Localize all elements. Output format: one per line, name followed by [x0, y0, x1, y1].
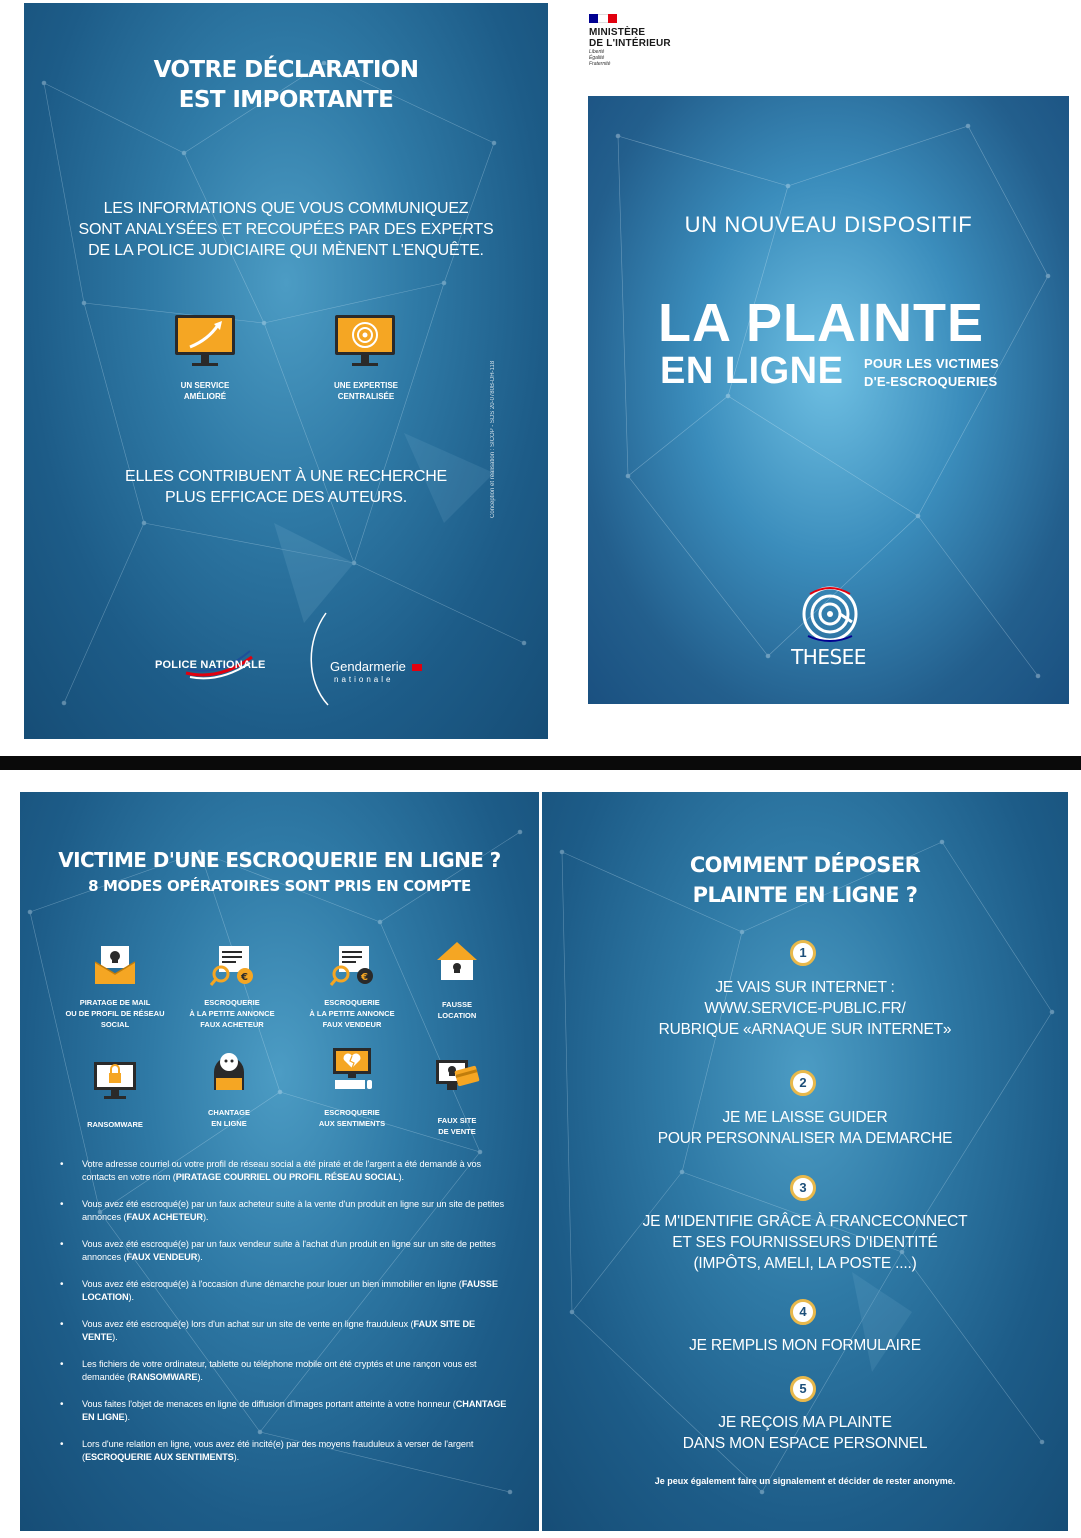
- mode-online-blackmail: CHANTAGE EN LIGNE: [169, 1046, 289, 1129]
- gendarmerie-flag-icon: [412, 664, 422, 671]
- french-flag-icon: [589, 14, 617, 23]
- mode-fake-rental: FAUSSE LOCATION: [397, 938, 517, 1021]
- list-item: • Les fichiers de votre ordinateur, tablette ou téléphone mobile ont été cryptés et une rançon vous est demandée (RANSOMWARE).: [60, 1358, 510, 1384]
- step-number-badge: 5: [790, 1376, 816, 1402]
- list-item: • Vous avez été escroqué(e) par un faux vendeur suite à l'achat d'un produit en ligne sur un site de petites annonces (FAUX VENDEUR).: [60, 1238, 510, 1264]
- modes-panel: [20, 792, 539, 1531]
- step-1-text: JE VAIS SUR INTERNET : WWW.SERVICE-PUBLIC.FR/ RUBRIQUE «ARNAQUE SUR INTERNET»: [658, 979, 952, 1038]
- cover-title-line2: EN LIGNE: [660, 350, 844, 392]
- gendarmerie-subtitle: nationale: [334, 675, 394, 684]
- mode-fake-shop: FAUX SITE DE VENTE: [397, 1054, 517, 1137]
- list-item: • Lors d'une relation en ligne, vous avez été incité(e) par des moyens frauduleux à verser de l'argent (ESCROQUERIE AUX SENTIMENTS).: [60, 1438, 510, 1464]
- mode-fake-seller: € ESCROQUERIE À LA PETITE ANNONCE FAUX VENDEUR: [292, 942, 412, 1030]
- list-item: • Vous faites l'objet de menaces en ligne de diffusion d'images portant atteinte à votre honneur (CHANTAGE EN LIGNE).: [60, 1398, 510, 1424]
- fake-rental-house-icon: [434, 938, 480, 984]
- cover-subtitle: UN NOUVEAU DISPOSITIF: [684, 212, 973, 237]
- mode-ransomware: RANSOMWARE: [55, 1058, 175, 1130]
- romance-scam-heart-icon: [329, 1046, 375, 1092]
- list-item: • Votre adresse courriel ou votre profil de réseau social a été piraté et de l'argent a été demandé à vos contacts en votre nom (PIRATAGE COURRIEL OU PROFIL RÉSEAU SOCIAL).: [60, 1158, 510, 1184]
- modes-description-list: [60, 1158, 510, 1478]
- online-blackmail-hacker-icon: [206, 1046, 252, 1092]
- list-item: • Vous avez été escroqué(e) par un faux acheteur suite à la vente d'un produit en ligne sur un site de petites annonces (FAUX ACHETEUR).: [60, 1198, 510, 1224]
- feature-improved-service: UN SERVICE AMÉLIORÉ: [180, 381, 230, 401]
- centralized-expertise-target-icon: [334, 313, 396, 373]
- thesee-at-sign-logo-icon: [798, 584, 862, 644]
- feature-centralized-expertise: UNE EXPERTISE CENTRALISÉE: [333, 381, 398, 401]
- improved-service-monitor-icon: [174, 313, 236, 373]
- anonymous-report-note: Je peux également faire un signalement et décider de rester anonyme.: [654, 1476, 956, 1486]
- declaration-outro: ELLES CONTRIBUENT À UNE RECHERCHE PLUS EFFICACE DES AUTEURS.: [124, 468, 448, 506]
- mode-fake-buyer: € ESCROQUERIE À LA PETITE ANNONCE FAUX ACHETEUR: [172, 942, 292, 1030]
- ministry-logo: MINISTÈRE DE L'INTÉRIEUR Liberté Égalité Fraternité: [589, 14, 671, 67]
- steps-title: COMMENT DÉPOSER PLAINTE EN LIGNE ?: [689, 853, 921, 907]
- mode-romance-scam: ESCROQUERIE AUX SENTIMENTS: [292, 1046, 412, 1129]
- mode-hacked-mail: PIRATAGE DE MAIL OU DE PROFIL DE RÉSEAU SOCIAL: [55, 942, 175, 1030]
- step-number-badge: 1: [790, 940, 816, 966]
- declaration-title: VOTRE DÉCLARATION EST IMPORTANTE: [153, 57, 419, 113]
- step-4-text: JE REMPLIS MON FORMULAIRE: [689, 1337, 921, 1354]
- modes-subtitle: 8 MODES OPÉRATOIRES SONT PRIS EN COMPTE: [88, 877, 471, 895]
- steps-panel: [542, 792, 1068, 1531]
- declaration-intro: LES INFORMATIONS QUE VOUS COMMUNIQUEZ SONT ANALYSÉES ET RECOUPÉES PAR DES EXPERTS DE LA POLICE JUDICIAIRE QUI MÈNENT L'ENQUÊTE.: [78, 200, 494, 259]
- thesee-logo-text: THESEE: [791, 645, 866, 669]
- step-2-text: JE ME LAISSE GUIDER POUR PERSONNALISER MA DEMARCHE: [657, 1109, 953, 1147]
- hacked-mail-icon: [92, 942, 138, 988]
- fake-shop-card-icon: [434, 1054, 480, 1100]
- declaration-panel: [24, 3, 548, 739]
- modes-title: VICTIME D'UNE ESCROQUERIE EN LIGNE ?: [58, 848, 501, 872]
- step-number-badge: 3: [790, 1175, 816, 1201]
- cover-target-audience: POUR LES VICTIMES D'E-ESCROQUERIES: [864, 356, 999, 389]
- step-3-text: JE M'IDENTIFIE GRÂCE À FRANCECONNECT ET SES FOURNISSEURS D'IDENTITÉ (IMPÔTS, AMELI, LA POSTE ....): [642, 1213, 968, 1272]
- step-number-badge: 4: [790, 1299, 816, 1325]
- step-5-text: JE REÇOIS MA PLAINTE DANS MON ESPACE PERSONNEL: [682, 1414, 928, 1452]
- fake-buyer-ad-icon: [209, 942, 255, 988]
- ransomware-lock-icon: [92, 1058, 138, 1104]
- gendarmerie-logo: Gendarmerie: [330, 659, 422, 674]
- svg-text:€: €: [241, 972, 248, 983]
- list-item: • Vous avez été escroqué(e) à l'occasion d'une démarche pour louer un bien immobilier en ligne (FAUSSE LOCATION).: [60, 1278, 510, 1304]
- cover-title-line1: LA PLAINTE: [658, 293, 984, 353]
- step-number-badge: 2: [790, 1070, 816, 1096]
- fake-seller-ad-icon: [329, 942, 375, 988]
- list-item: • Vous avez été escroqué(e) lors d'un achat sur un site de vente en ligne frauduleux (FAUX SITE DE VENTE).: [60, 1318, 510, 1344]
- police-nationale-logo: POLICE NATIONALE: [155, 659, 266, 671]
- legal-mention: Conception et réalisation : SICOP - SDS 20-0780B-DH-118: [490, 360, 496, 518]
- cover-panel: [588, 96, 1069, 704]
- page-divider: [0, 756, 1081, 770]
- svg-text:€: €: [361, 972, 368, 983]
